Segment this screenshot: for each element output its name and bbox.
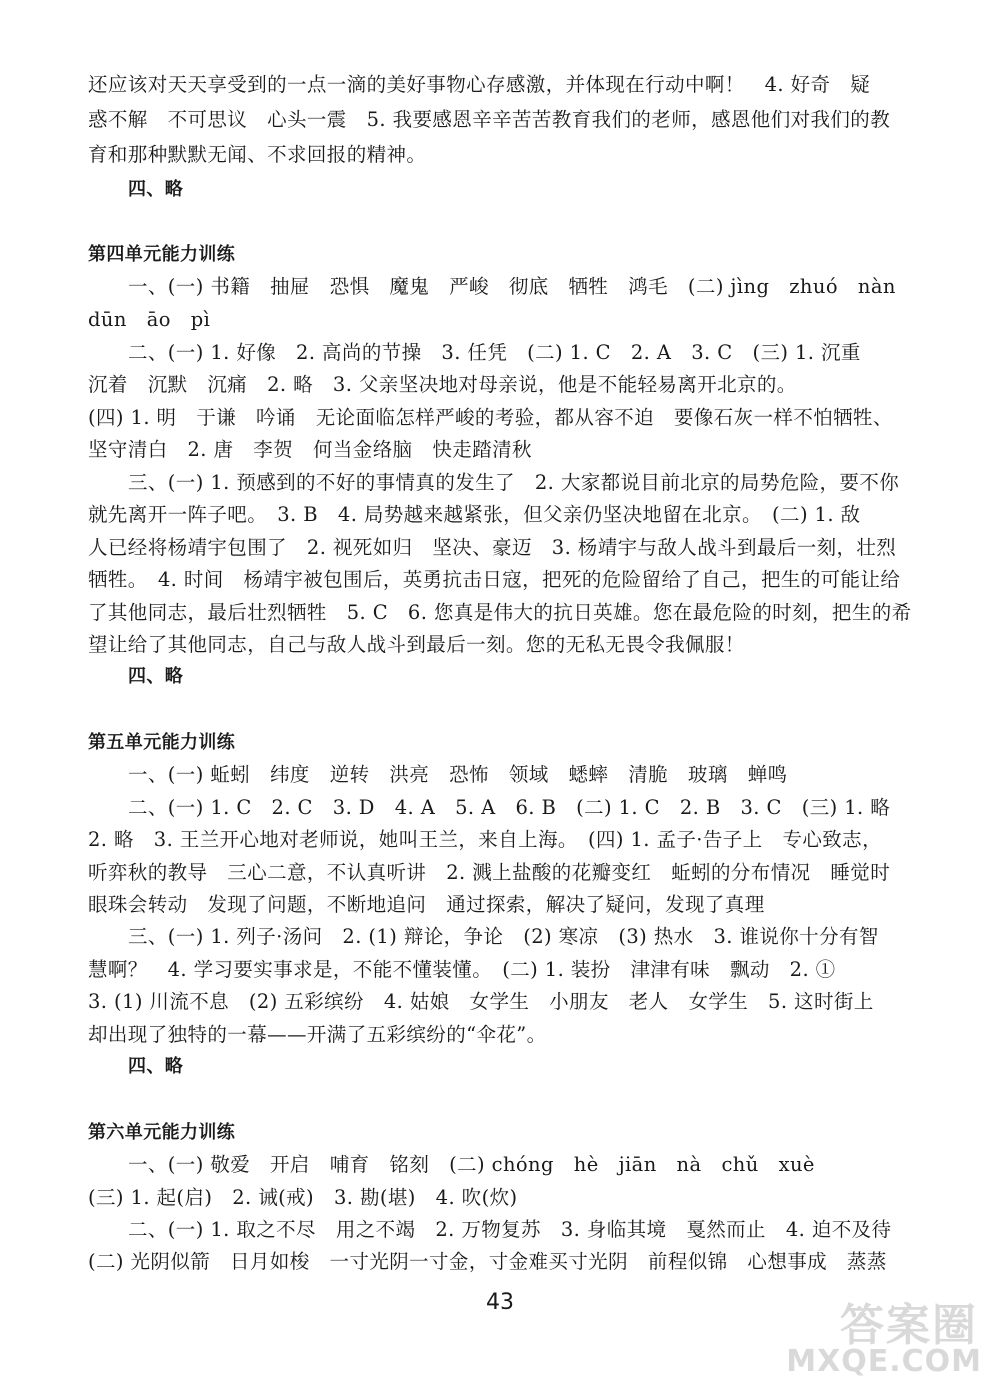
text-line: 听弈秋的教导 三心二意，不认真听讲 2. 溅上盐酸的花瓣变红 蚯蚓的分布情况 睡觉时 bbox=[88, 861, 891, 884]
text-line: 却出现了独特的一幕——开满了五彩缤纷的“伞花”。 bbox=[88, 1023, 547, 1046]
watermark-title: 答案圈 bbox=[840, 1300, 978, 1351]
section-note: 四、略 bbox=[128, 1056, 184, 1077]
text-line: 3. (1) 川流不息 (2) 五彩缤纷 4. 姑娘 女学生 小朋友 老人 女学生 5. 这时街上 bbox=[88, 990, 874, 1013]
text-line: 还应该对天天享受到的一点一滴的美好事物心存感激，并体现在行动中啊！ 4. 好奇 疑 bbox=[88, 73, 871, 96]
text-line: 了其他同志，最后壮烈牺牲 5. C 6. 您真是伟大的抗日英雄。您在最危险的时刻，把生的希 bbox=[88, 601, 912, 624]
text-line: 二、(一) 1. C 2. C 3. D 4. A 5. A 6. B (二) 1. C 2. B 3. C (三) 1. 略 bbox=[128, 796, 891, 819]
watermark-logo bbox=[786, 1289, 986, 1381]
text-line: 坚守清白 2. 唐 李贺 何当金络脑 快走踏清秋 bbox=[88, 438, 532, 461]
text-line: 沉着 沉默 沉痛 2. 略 3. 父亲坚决地对母亲说，他是不能轻易离开北京的。 bbox=[88, 373, 797, 396]
text-line: 人已经将杨靖宇包围了 2. 视死如归 坚决、豪迈 3. 杨靖宇与敌人战斗到最后一刻，壮烈 bbox=[88, 536, 897, 559]
section-note: 四、略 bbox=[128, 179, 184, 200]
text-line: 就先离开一阵子吧。 3. B 4. 局势越来越紧张，但父亲仍坚决地留在北京。 (二) 1. 敌 bbox=[88, 503, 861, 526]
text-line: 二、(一) 1. 好像 2. 高尚的节操 3. 任凭 (二) 1. C 2. A 3. C (三) 1. 沉重 bbox=[128, 341, 861, 364]
text-line: 三、(一) 1. 预感到的不好的事情真的发生了 2. 大家都说目前北京的局势危险，要不你 bbox=[128, 471, 900, 494]
text-line: (三) 1. 起(启) 2. 诫(戒) 3. 勘(堪) 4. 吹(炊) bbox=[88, 1186, 518, 1209]
text-line: 2. 略 3. 王兰开心地对老师说，她叫王兰，来自上海。 (四) 1. 孟子·告子上 专心致志， bbox=[88, 828, 882, 851]
text-line: (四) 1. 明 于谦 吟诵 无论面临怎样严峻的考验，都从容不迫 要像石灰一样不怕牺牲、 bbox=[88, 406, 893, 429]
text-line: dūn āo pì bbox=[88, 308, 211, 331]
text-line: (二) 光阴似箭 日月如梭 一寸光阴一寸金，寸金难买寸光阴 前程似锦 心想事成 蒸蒸 bbox=[88, 1250, 887, 1273]
text-line: 慧啊？ 4. 学习要实事求是，不能不懂装懂。 (二) 1. 装扮 津津有味 飘动 2. ① bbox=[88, 958, 836, 981]
text-line: 惑不解 不可思议 心头一震 5. 我要感恩辛辛苦苦教育我们的老师，感恩他们对我们的教 bbox=[88, 108, 891, 131]
unit-heading: 第四单元能力训练 bbox=[88, 244, 236, 265]
text-line: 牺牲。 4. 时间 杨靖宇被包围后，英勇抗击日寇，把死的危险留给了自己，把生的可能让给 bbox=[88, 568, 901, 591]
text-line: 眼珠会转动 发现了问题，不断地追问 通过探索，解决了疑问，发现了真理 bbox=[88, 893, 765, 916]
text-line: 一、(一) 蚯蚓 纬度 逆转 洪亮 恐怖 领域 蟋蟀 清脆 玻璃 蝉鸣 bbox=[128, 763, 788, 786]
section-note: 四、略 bbox=[128, 666, 184, 687]
unit-heading: 第六单元能力训练 bbox=[88, 1122, 236, 1143]
unit-heading: 第五单元能力训练 bbox=[88, 732, 236, 753]
text-line: 望让给了其他同志，自己与敌人战斗到最后一刻。您的无私无畏令我佩服！ bbox=[88, 633, 745, 656]
page-number: 43 bbox=[486, 1290, 514, 1315]
text-line: 三、(一) 1. 列子·汤问 2. (1) 辩论，争论 (2) 寒凉 (3) 热水 3. 谁说你十分有智 bbox=[128, 925, 879, 948]
text-line: 一、(一) 书籍 抽屉 恐惧 魔鬼 严峻 彻底 牺牲 鸿毛 (二) jìng zhuó nàn bbox=[128, 275, 896, 298]
text-line: 育和那种默默无闻、不求回报的精神。 bbox=[88, 143, 427, 166]
text-line: 一、(一) 敬爱 开启 哺育 铭刻 (二) chóng hè jiān nà chǔ xuè bbox=[128, 1153, 815, 1176]
watermark-url: MXQE.COM bbox=[786, 1344, 982, 1379]
text-line: 二、(一) 1. 取之不尽 用之不竭 2. 万物复苏 3. 身临其境 戛然而止 4. 迫不及待 bbox=[128, 1218, 892, 1241]
